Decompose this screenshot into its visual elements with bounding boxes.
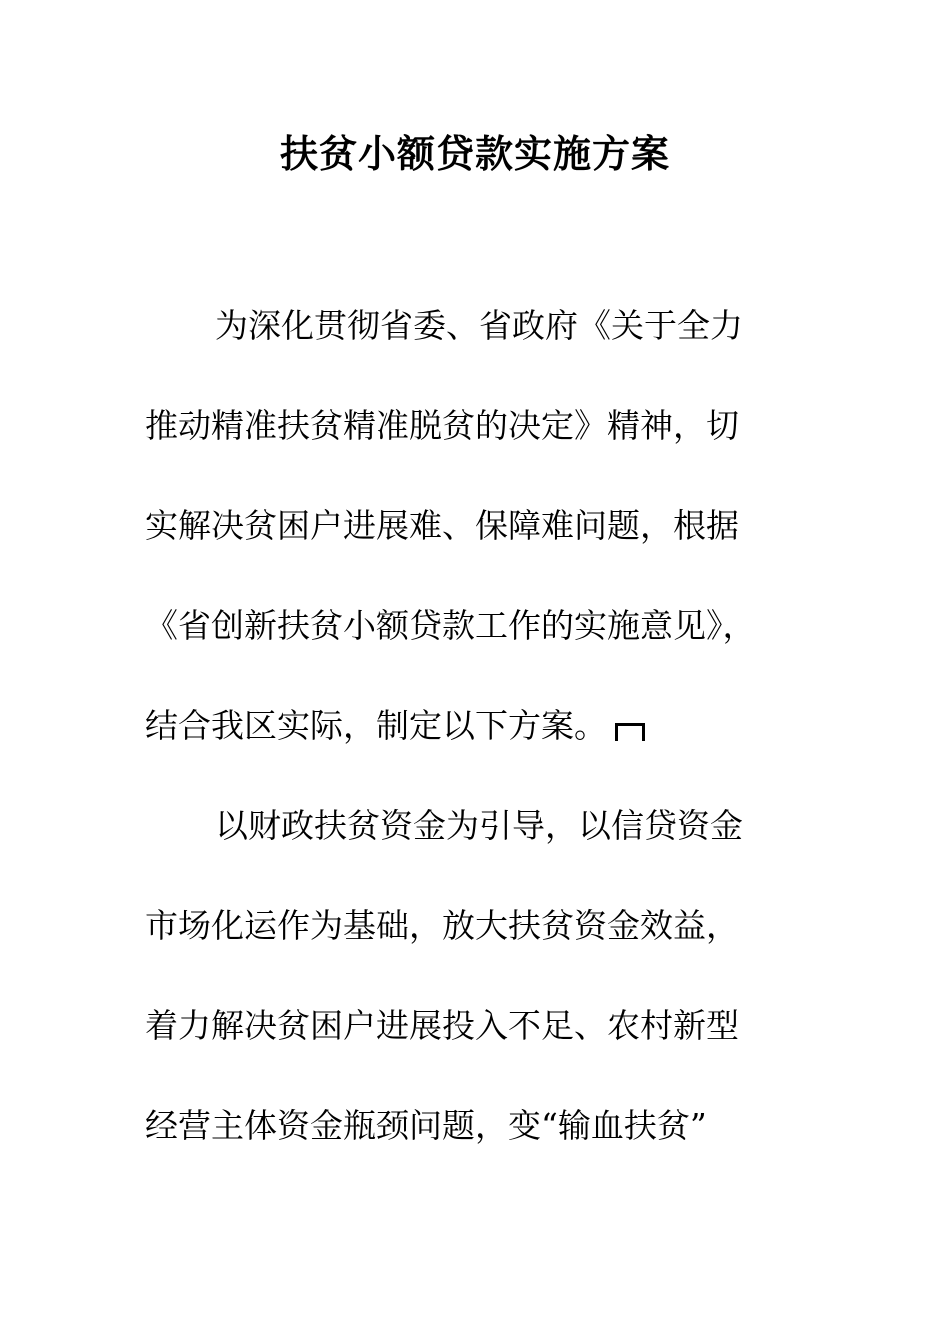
paragraph-line: 市场化运作为基础，放大扶贫资金效益， [145, 906, 739, 945]
document-title: 扶贫小额贷款实施方案 [279, 131, 670, 176]
paragraph-line: 为深化贯彻省委、省政府《关于全力 [215, 306, 743, 345]
paragraph-line: 实解决贫困户进展难、保障难问题，根据 [145, 506, 739, 545]
paragraph-line: 经营主体资金瓶颈问题，变“输血扶贫” [145, 1106, 707, 1145]
paragraph-line-text: 结合我区实际，制定以下方案。 [145, 706, 607, 745]
paragraph-line-with-mark [145, 702, 645, 750]
paragraph-line: 着力解决贫困户进展投入不足、农村新型 [145, 1006, 739, 1045]
bracket-mark-icon [615, 723, 645, 741]
paragraph-line: 《省创新扶贫小额贷款工作的实施意见》， [145, 606, 756, 645]
paragraph-line: 以财政扶贫资金为引导，以信贷资金 [215, 806, 743, 845]
paragraph-line: 推动精准扶贫精准脱贫的决定》精神，切 [145, 406, 739, 445]
